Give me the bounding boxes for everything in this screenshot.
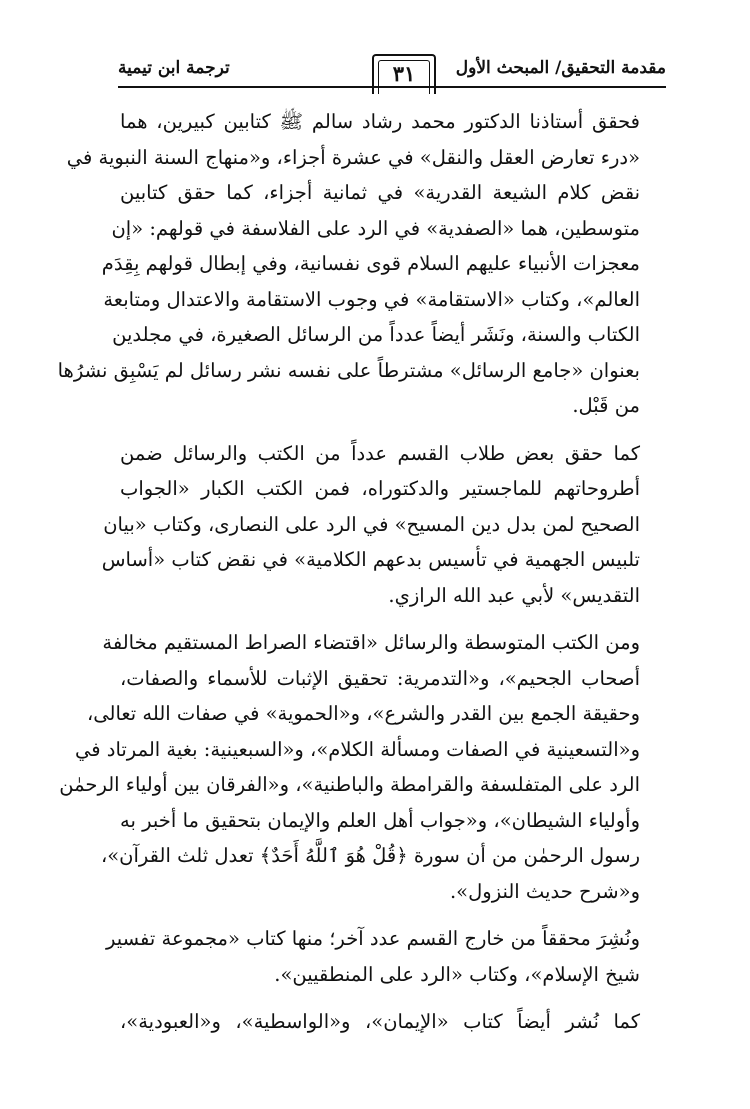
text-line: ومن الكتب المتوسطة والرسائل «اقتضاء الصراط المستقيم مخالفة	[102, 631, 640, 654]
text-line: وحقيقة الجمع بين القدر والشرع»، و«الحموية» في صفات الله تعالى،	[86, 702, 640, 725]
book-section-title: ترجمة ابن تيمية	[118, 58, 230, 78]
text-line: الكتاب والسنة، ونَشَر أيضاً عدداً من الرسائل الصغيرة، في مجلدين	[112, 323, 640, 346]
paragraph	[101, 436, 668, 614]
paragraph	[120, 1004, 668, 1040]
text-line: بعنوان «جامع الرسائل» مشترطاً على نفسه نشر رسائل لم يَسْبِق نشرُها	[57, 358, 640, 382]
text-line: ونُشِرَ محققاً من خارج القسم عدد آخر؛ منها كتاب «مجموعة تفسير	[105, 927, 640, 950]
text-line: «درء تعارض العقل والنقل» في عشرة أجزاء، و«منهاج السنة النبوية في	[66, 145, 640, 169]
paragraph	[57, 104, 668, 424]
text-line: التقديس» لأبي عبد الله الرازي.	[388, 583, 640, 607]
text-line: من قَبْل.	[572, 394, 640, 417]
text-line: رسول الرحمٰن من أن سورة ﴿قُلْ هُوَ ٱللَّهُ أَحَدٌ﴾ تعدل ثلث القرآن»،	[100, 844, 640, 867]
text-line: معجزات الأنبياء عليهم السلام قوى نفسانية، وفي إبطال قولهم بِقِدَم	[101, 252, 640, 275]
text-line: و«التسعينية في الصفات ومسألة الكلام»، و«السبعينية: بغية المرتاد في	[74, 737, 640, 761]
running-header	[118, 52, 666, 92]
text-line: كما حقق بعض طلاب القسم عدداً من الكتب والرسائل ضمن	[120, 441, 641, 465]
text-line: الصحيح لمن بدل دين المسيح» في الرد على النصارى، وكتاب «بيان	[103, 512, 640, 536]
text-line: تلبيس الجهمية في تأسيس بدعهم الكلامية» في نقض كتاب «أساس	[101, 548, 640, 571]
paragraph	[59, 625, 668, 909]
text-line: فحقق أستاذنا الدكتور محمد رشاد سالم ﷺ كتابين كبيرين، هما	[120, 110, 640, 133]
text-line: الرد على المتفلسفة والقرامطة والباطنية»، و«الفرقان بين أولياء الرحمٰن	[59, 773, 640, 796]
chapter-title: مقدمة التحقيق/ المبحث الأول	[455, 58, 666, 78]
page-number-frame	[372, 54, 436, 94]
paragraph	[105, 921, 668, 992]
text-line: أطروحاتهم للماجستير والدكتوراه، فمن الكتب الكبار «الجواب	[120, 477, 640, 500]
text-line: كما نُشر أيضاً كتاب «الإيمان»، و«الواسطية»، و«العبودية»،	[120, 1010, 640, 1033]
page-number: ٣١	[392, 61, 416, 86]
text-line: نقض كلام الشيعة القدرية» في ثمانية أجزاء، كما حقق كتابين	[120, 181, 640, 204]
text-line: العالم»، وكتاب «الاستقامة» في وجوب الاستقامة والاعتدال ومتابعة	[103, 287, 640, 311]
text-line: متوسطين، هما «الصفدية» في الرد على الفلاسفة في قولهم: «إن	[111, 216, 640, 240]
text-line: أصحاب الجحيم»، و«التدمرية: تحقيق الإثبات للأسماء والصفات،	[120, 666, 640, 690]
text-line: شيخ الإسلام»، وكتاب «الرد على المنطقيين».	[274, 962, 640, 986]
text-line: وأولياء الشيطان»، و«جواب أهل العلم والإيمان بتحقيق ما أخبر به	[120, 808, 640, 832]
text-line: و«شرح حديث النزول».	[449, 879, 640, 903]
body-text	[57, 104, 668, 1052]
